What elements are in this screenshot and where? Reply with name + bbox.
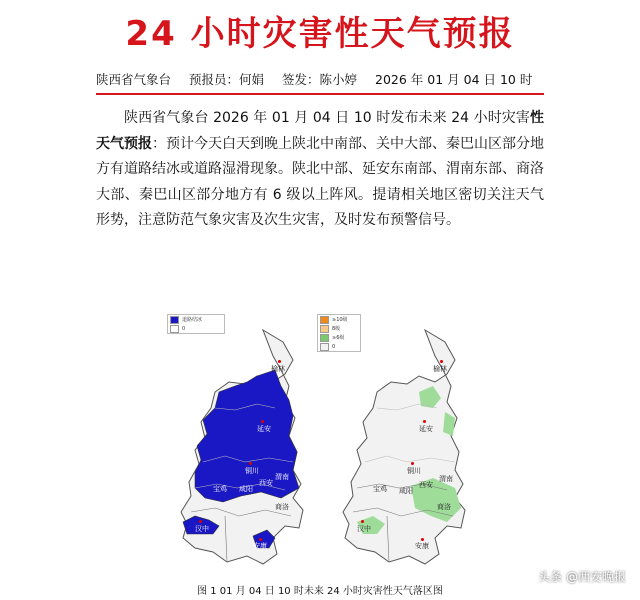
city-marker	[278, 360, 281, 363]
wind-map-svg	[315, 312, 480, 582]
forecast-bold-label: 性天气预报	[96, 110, 544, 152]
city-label: 安康	[415, 542, 429, 550]
city-marker	[249, 462, 252, 465]
city-label: 榆林	[433, 365, 447, 373]
legend-swatch	[320, 334, 329, 342]
legend-item	[318, 324, 360, 333]
city-label: 铜川	[245, 467, 259, 475]
forecast-body	[96, 106, 544, 234]
source-watermark: 头条 @西安晚报	[538, 570, 626, 584]
issue-meta	[96, 70, 544, 88]
city-label: 渭南	[275, 473, 289, 481]
city-label: 西安	[259, 479, 273, 487]
city-marker	[440, 360, 443, 363]
city-label: 安康	[253, 542, 267, 550]
city-label: 宝鸡	[373, 485, 387, 493]
legend-label: 8级	[332, 326, 341, 332]
header-divider	[96, 93, 544, 95]
city-label: 西安	[419, 481, 433, 489]
city-marker	[199, 520, 202, 523]
city-label: 汉中	[357, 525, 371, 533]
forecaster: 预报员：何娟	[189, 72, 265, 87]
city-label: 咸阳	[239, 485, 253, 493]
issuer: 签发：陈小婷	[282, 72, 358, 87]
legend-swatch	[170, 316, 179, 324]
page-title: 24 小时灾害性天气预报	[125, 14, 515, 54]
forecast-lead: 陕西省气象台 2026 年 01 月 04 日 10 时发布未来 24 小时灾害	[124, 110, 530, 126]
icing-map-svg	[165, 312, 315, 582]
icing-legend	[167, 314, 225, 334]
city-label: 渭南	[439, 475, 453, 483]
city-label: 商洛	[275, 503, 289, 511]
icing-map	[165, 312, 315, 582]
legend-item	[318, 333, 360, 342]
city-label: 咸阳	[399, 487, 413, 495]
legend-label: 0	[332, 343, 336, 350]
legend-item	[318, 342, 360, 351]
legend-label: 0	[182, 325, 186, 332]
forecast-text: ：预计今天白天到晚上陕北中南部、关中大部、秦巴山区部分地方有道路结冰或道路湿滑现象。陕北中部、延安东南部、渭南东部、商洛大部、秦巴山区部分地方有 6 级以上阵风。提请相关地区密切关注天气形势，注意防范气象灾害及次生灾害，及时发布预警信号。	[96, 135, 544, 228]
issue-datetime: 2026 年 01 月 04 日 10 时	[375, 72, 533, 87]
legend-swatch	[170, 325, 179, 333]
city-marker	[423, 420, 426, 423]
legend-label: ≥10级	[332, 317, 348, 323]
legend-item	[318, 315, 360, 324]
city-marker	[411, 462, 414, 465]
city-label: 商洛	[437, 503, 451, 511]
city-marker	[361, 520, 364, 523]
city-label: 铜川	[407, 467, 421, 475]
legend-label: ≥6级	[332, 335, 345, 341]
icing-hazard-area	[195, 370, 299, 502]
city-label: 宝鸡	[213, 485, 227, 493]
agency-name: 陕西省气象台	[96, 72, 172, 87]
wind-map	[315, 312, 480, 582]
legend-item	[168, 315, 224, 324]
legend-swatch	[320, 343, 329, 351]
legend-swatch	[320, 316, 329, 324]
city-label: 汉中	[195, 525, 209, 533]
legend-label: 道路结冰	[182, 317, 203, 323]
figure-caption: 图 1 01 月 04 日 10 时未来 24 小时灾害性天气落区图	[197, 586, 443, 597]
wind-legend	[317, 314, 361, 352]
city-label: 延安	[419, 425, 433, 433]
legend-item	[168, 324, 224, 333]
city-label: 延安	[257, 425, 271, 433]
city-marker	[261, 420, 264, 423]
legend-swatch	[320, 325, 329, 333]
city-label: 榆林	[271, 365, 285, 373]
